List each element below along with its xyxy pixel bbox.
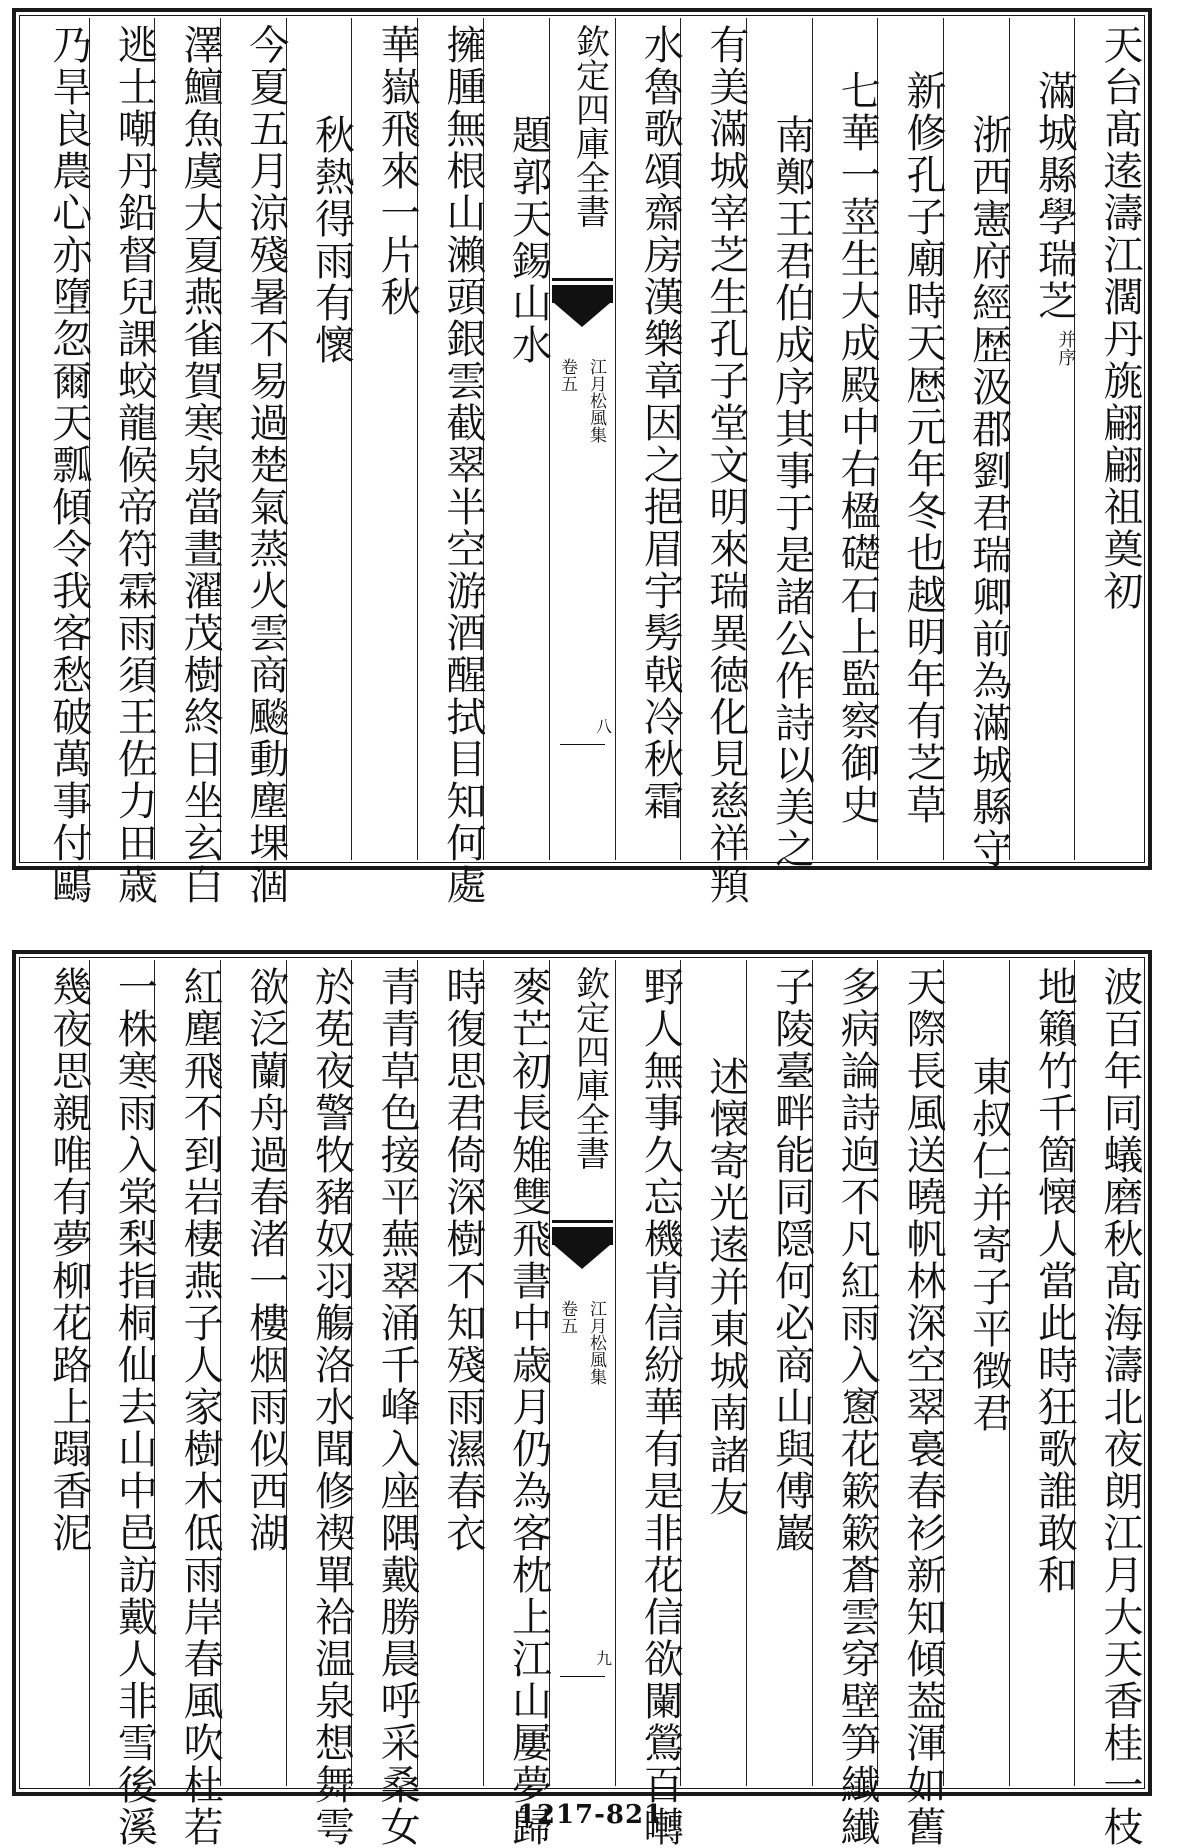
column-line: 新修孔子廟時天厯元年冬也越明年有芝草 [899,70,946,826]
column-text [484,114,552,366]
column-text [90,966,158,1848]
column-line: 擁腫無根山瀨頭銀雲截翠半空游酒醒拭目知何處 [439,24,486,906]
text-column [746,18,815,870]
column-text [24,24,92,906]
column-line: 澤鱣魚虞大夏燕雀賀寒泉當晝濯茂樹終日坐玄白 [177,24,224,906]
preface-note: 并序 [1055,330,1077,366]
column-text [813,966,881,1848]
column-text [681,1056,749,1518]
column-line: 浙西憲府經歴汲郡劉君瑞卿前為滿城縣守 [965,114,1012,870]
column-text [484,966,552,1848]
column-text [747,966,815,1554]
leaf-number [550,718,615,734]
text-column [812,18,881,860]
text-column [154,960,224,1848]
text-column [89,960,158,1848]
page-code: 1217-821 [517,1800,664,1830]
column-line: 麥芒初長雉雙飛書中歳月仍為客枕上江山屢夢歸 [505,966,552,1848]
column-text [1075,966,1143,1848]
column-text [1010,966,1078,1596]
volume-label [550,1300,615,1385]
column-text [878,966,946,1848]
volume-number: 卷五 [557,358,577,392]
leaf-number-text: 九 [593,1650,613,1666]
column-line: 天際長風送曉帆林深空翠裛春衫新知傾葢渾如舊 [899,966,946,1848]
column-line: 東叔仁并寄子平徴君 [965,1056,1012,1434]
center-banner [549,960,615,1786]
column-text [747,114,815,870]
text-column [746,960,815,1786]
column-text [24,966,92,1554]
text-column [877,18,946,860]
column-text [418,966,486,1554]
column-line: 天台髙逺濤江濶丹旐翩翩祖奠初 [1097,24,1143,612]
text-column [680,960,749,1786]
column-line: 南鄭王君伯成序其事于是諸公作詩以美之 [768,114,815,870]
column-text [878,70,946,826]
text-column [483,18,552,860]
text-column [417,18,486,906]
column-line: 述懐寄光逺并東城南諸友 [702,1056,749,1518]
fishtail-mark [552,1220,613,1279]
text-column [812,960,881,1848]
leaf-number-text: 八 [593,718,613,734]
leaf-number [550,1650,615,1666]
fishtail-mark [552,278,613,337]
text-column [1074,960,1143,1848]
text-column [1074,18,1143,860]
column-line: 華嶽飛來一片秋 [374,24,421,318]
column-text [418,24,486,906]
column-text [1010,70,1078,366]
collection-title-text: 欽定四庫全書 [569,24,610,228]
text-column [351,18,421,860]
text-column [943,960,1012,1786]
upper-columns [24,18,1143,906]
column-line: 子陵臺畔能同隠何必商山與傅巖 [768,966,815,1554]
column-text [352,24,421,318]
column-line: 波百年同蟻磨秋髙海濤北夜朗江月大天香桂一枝 [1097,966,1143,1848]
column-text [681,24,749,906]
text-column [615,960,684,1848]
column-text [944,114,1012,870]
column-text [944,1056,1012,1434]
collection-title [550,966,615,1170]
book-title: 江月松風集 [586,1300,606,1385]
column-line: 水魯歌頌齋房漢樂章因之挹眉宇髣戟冷秋霜 [637,24,684,822]
column-line: 有美滿城宰芝生孔子堂文明來瑞異徳化見慈祥頖 [702,24,749,906]
column-line: 乃旱良農心亦墮忽爾天瓢傾令我客愁破萬事付鷗 [45,24,92,906]
banner-rule [560,1676,605,1677]
text-column [1009,960,1078,1786]
column-line: 七華一莖生大成殿中右楹礎石上監察御史 [834,70,881,826]
text-column [351,960,421,1848]
text-column [24,960,92,1786]
volume-label [550,358,615,443]
text-column [483,960,552,1848]
column-text [1075,24,1143,612]
column-text [221,966,289,1554]
collection-title-text: 欽定四庫全書 [569,966,610,1170]
column-line: 多病論詩逈不凡紅雨入窻花簌簌蒼雲穿壁笋纎纎 [834,966,881,1848]
column-text [616,966,684,1848]
column-text [155,966,224,1848]
text-column [1009,18,1078,860]
upper-page [12,8,1152,906]
column-text [352,966,421,1848]
column-line: 時復思君倚深樹不知殘雨濕春衣 [439,966,486,1554]
column-line: 今夏五月涼殘暑不易過楚氣蒸火雲商飈動塵堁涸 [242,24,289,906]
column-line: 幾夜思親唯有夢柳花路上蹋香泥 [45,966,92,1554]
column-text [287,114,355,366]
column-line: 地籟竹千箇懐人當此時狂歌誰敢和 [1031,966,1078,1596]
column-line: 於莬夜警牧豬奴羽觴洛水聞修禊單袷温泉想舞雩 [308,966,355,1848]
center-banner [549,18,615,860]
text-column [286,960,355,1848]
text-column [286,18,355,860]
column-line: 野人無事久忘機肯信紛華有是非花信欲闌鶯百囀 [637,966,684,1848]
column-line: 滿城縣學瑞芝 [1031,70,1078,322]
column-line: 欲泛蘭舟過春渚一樓烟雨似西湖 [242,966,289,1554]
column-text [813,70,881,826]
collection-title [550,24,615,228]
column-text [155,24,224,906]
banner-rule [560,744,605,745]
text-column [220,960,289,1786]
text-column [615,18,684,860]
text-column [680,18,749,906]
text-column [220,18,289,906]
column-line: 秋熱得雨有懷 [308,114,355,366]
text-column [877,960,946,1848]
text-column [24,18,92,906]
column-text [287,966,355,1848]
book-title: 江月松風集 [586,358,606,443]
column-text [90,24,158,906]
column-line: 紅塵飛不到岩棲燕子人家樹木低雨岸春風吹杜若 [177,966,224,1848]
text-column [943,18,1012,870]
text-column [417,960,486,1786]
column-text [221,24,289,906]
column-line: 青青草色接平蕪翠涌千峰入座隅戴勝晨呼采桑女 [374,966,421,1848]
column-text [616,24,684,822]
column-line: 一株寒雨入棠梨指桐仙去山中邑訪戴人非雪後溪 [111,966,158,1848]
text-column [89,18,158,906]
text-column [154,18,224,906]
volume-number: 卷五 [557,1300,577,1334]
column-line: 逃士嘲丹鉛督兒課蛟龍候帝符霖雨須王佐力田歳 [111,24,158,906]
column-line: 題郭天錫山水 [505,114,552,366]
